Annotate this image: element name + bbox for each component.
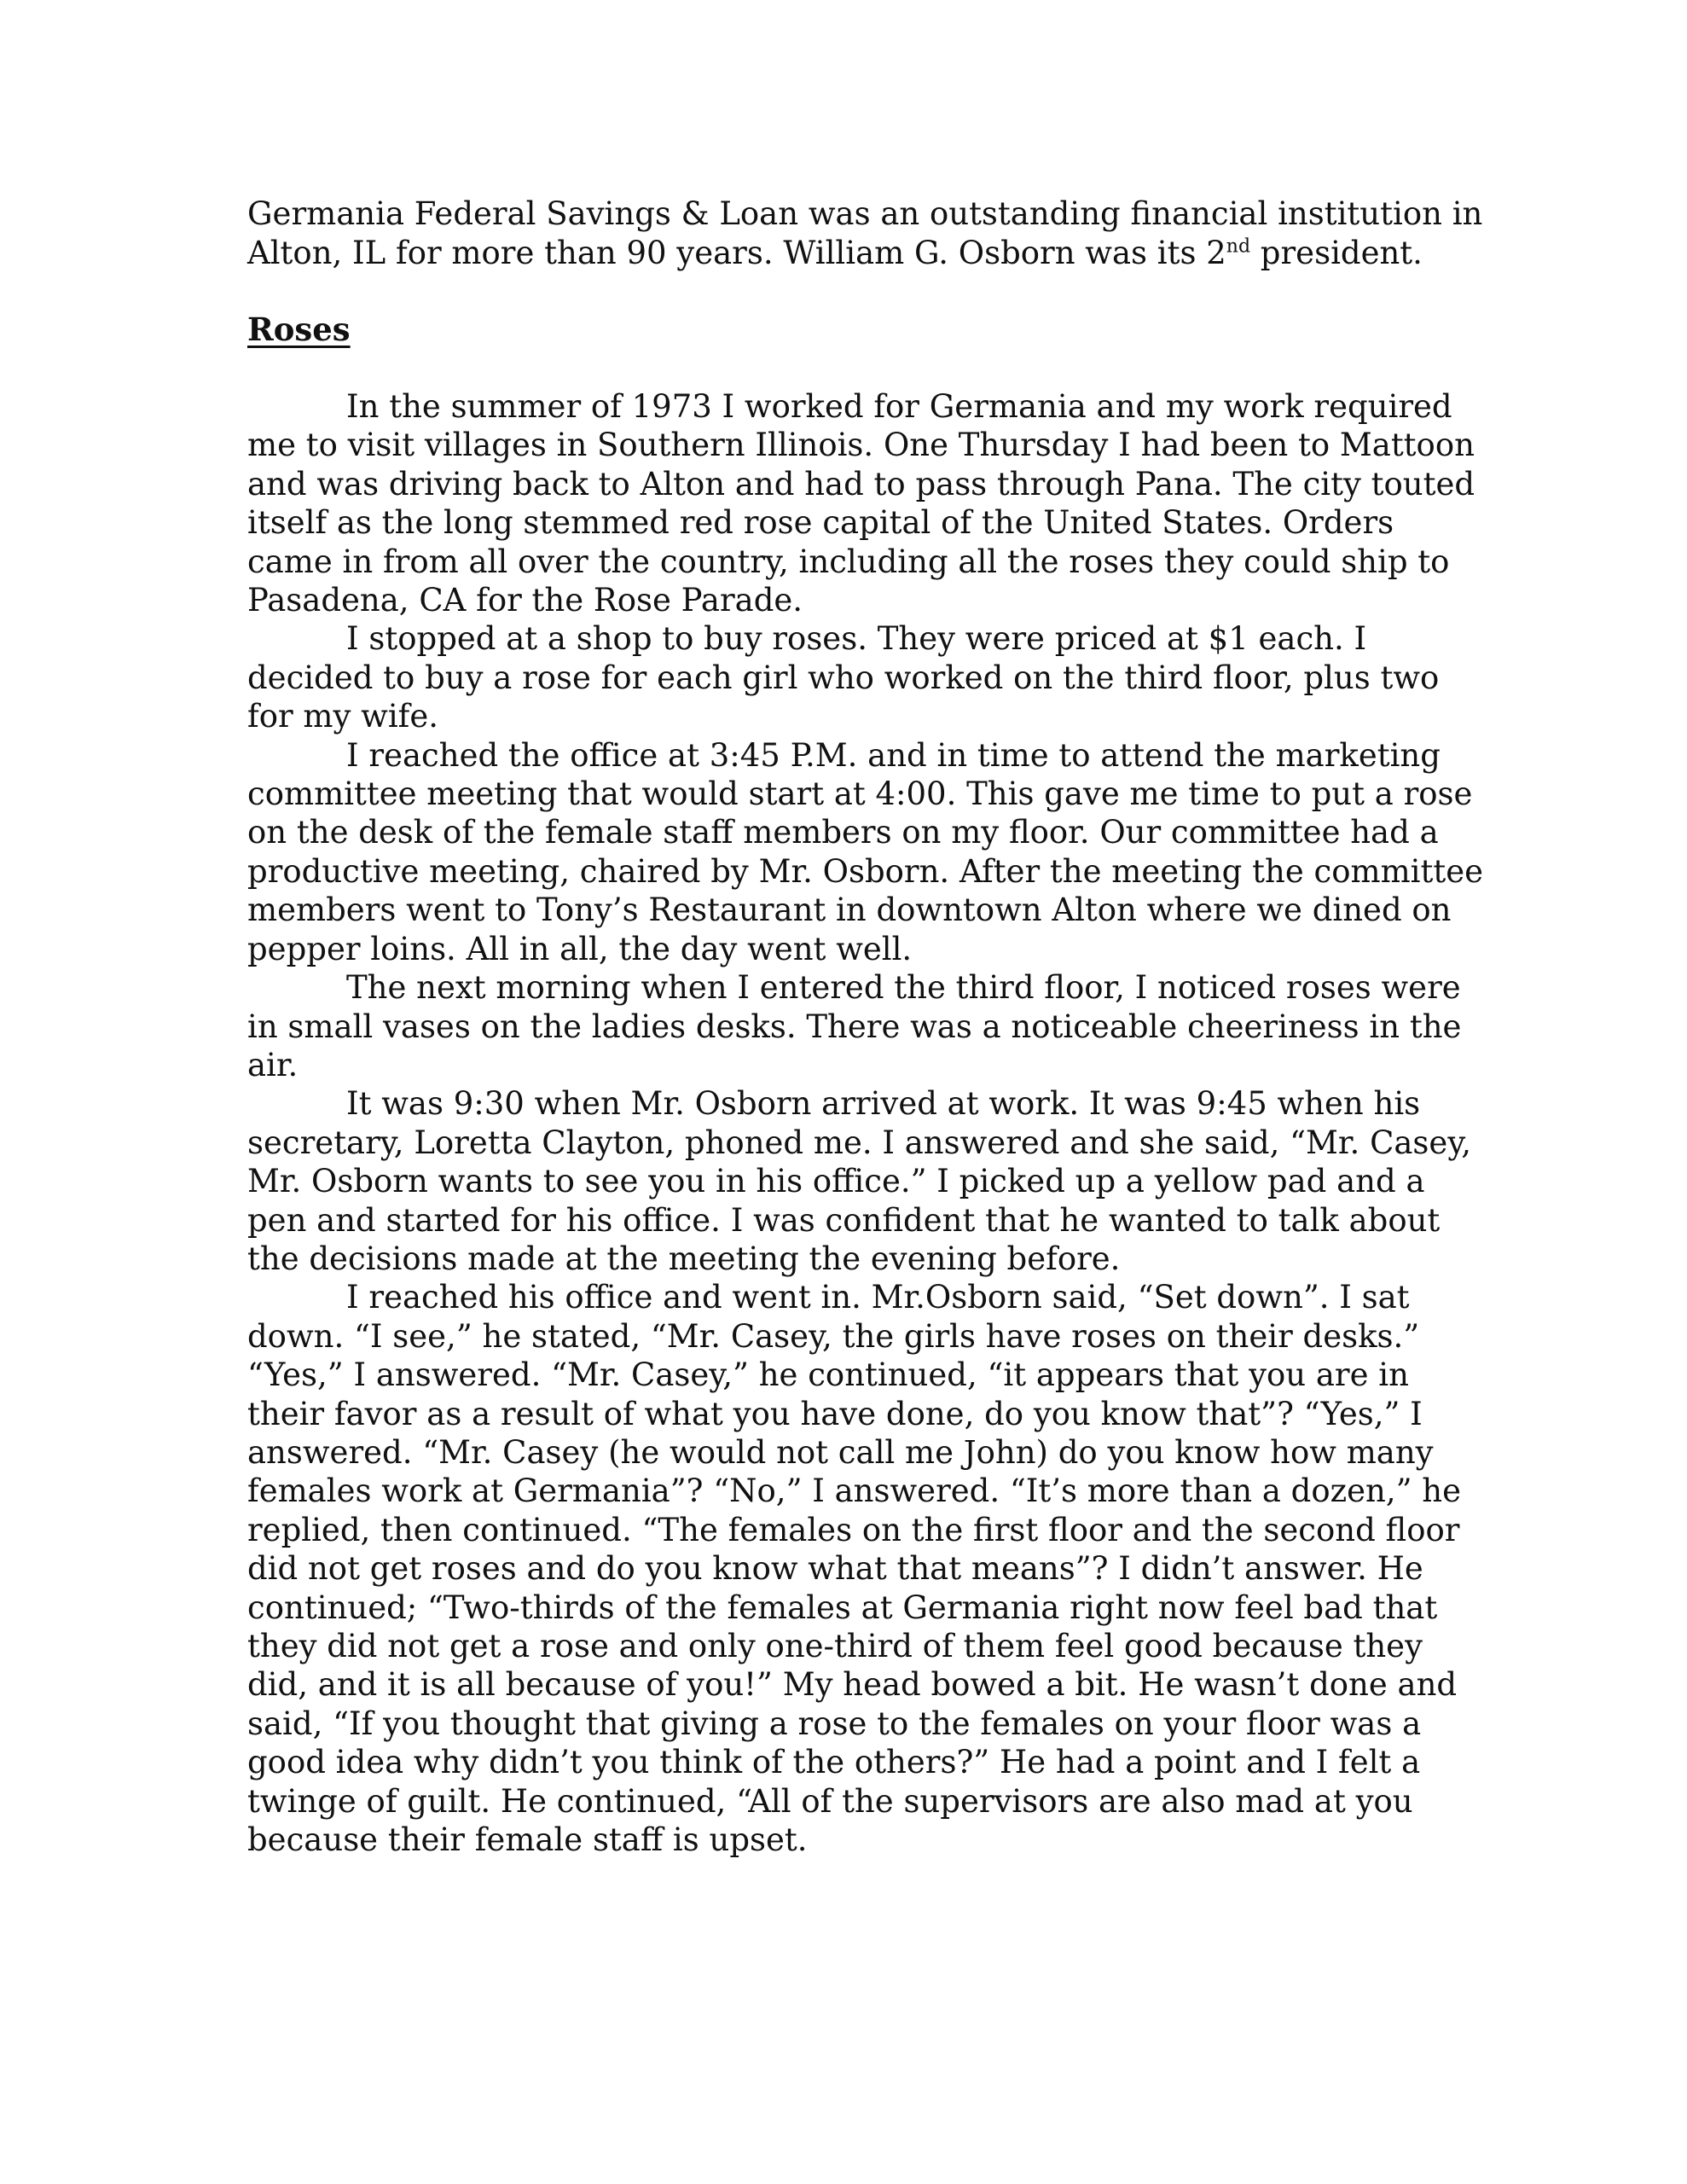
ordinal-suffix: nd	[1226, 235, 1251, 258]
story-paragraph: I reached his office and went in. Mr.Osborn said, “Set down”. I sat down. “I see,” he stated, “Mr. Casey, the girls have roses on their desks.” “Yes,” I answered. “Mr. Casey,” he continued, “it appears that you are in their favor as a result of what you have done, do you know that”? “Yes,” I answered. “Mr. Casey (he would not call me John) do you know how many females work at Germania”? “No,” I answered. “It’s more than a dozen,” he replied, then continued. “The females on the first floor and the second floor did not get roses and do you know what that means”? I didn’t answer. He continued; “Two-thirds of the females at Germania right now feel bad that they did not get a rose and only one-third of them feel good because they did, and it is all because of you!” My head bowed a bit. He wasn’t done and said, “If you thought that giving a rose to the females on your floor was a good idea why didn’t you think of the others?” He had a point and I felt a twinge of guilt. He continued, “All of the supervisors are also mad at you because their female staff is upset.	[247, 1279, 1461, 1859]
story-paragraph: The next morning when I entered the third floor, I noticed roses were in small vases on the ladies desks. There was a noticeable cheeriness in the air.	[247, 969, 1462, 1083]
story-paragraph: I stopped at a shop to buy roses. They were priced at $1 each. I decided to buy a rose for each girl who worked on the third floor, plus two for my wife.	[247, 620, 1440, 735]
intro-text-end: president.	[1250, 234, 1423, 271]
story-paragraph: I reached the office at 3:45 P.M. and in time to attend the marketing committee meeting that would start at 4:00. This gave me time to put a rose on the desk of the female staff members on my floor. Our committee had a productive meeting, chaired by Mr. Osborn. After the meeting the committee members went to Tony’s Restaurant in downtown Alton where we dined on pepper loins. All in all, the day went well.	[247, 736, 1484, 967]
document-page	[247, 195, 1484, 1859]
intro-text: Germania Federal Savings & Loan was an outstanding financial institution in Alton, IL for more than 90 years. William G. Osborn was its 2	[247, 195, 1483, 271]
story-paragraph: It was 9:30 when Mr. Osborn arrived at work. It was 9:45 when his secretary, Loretta Clayton, phoned me. I answered and she said, “Mr. Casey, Mr. Osborn wants to see you in his office.” I picked up a yellow pad and a pen and started for his office. I was confident that he wanted to talk about the decisions made at the meeting the evening before.	[247, 1085, 1472, 1277]
story-paragraph: In the summer of 1973 I worked for Germania and my work required me to visit villages in Southern Illinois. One Thursday I had been to Mattoon and was driving back to Alton and had to pass through Pana. The city touted itself as the long stemmed red rose capital of the United States. Orders came in from all over the country, including all the roses they could ship to Pasadena, CA for the Rose Parade.	[247, 388, 1475, 619]
story-body	[247, 387, 1484, 1859]
section-heading: Roses	[247, 311, 351, 348]
intro-paragraph	[247, 195, 1484, 272]
